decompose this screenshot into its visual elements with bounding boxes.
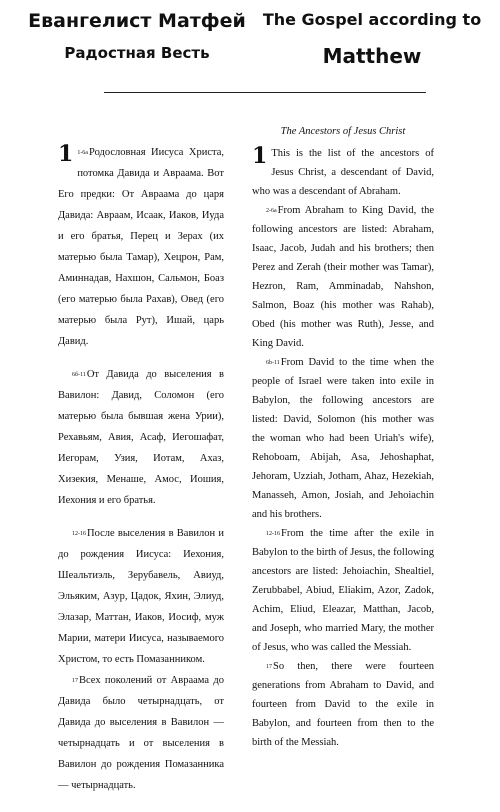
russian-column <box>58 142 224 796</box>
paragraph-text: От Давида до выселения в Вавилон: Давид, Соломон (его матерью была бывшая жена Урии), Рехавьям, Авия, Асаф, Иегошафат, Иегорам, Узия, Иотам, Ахаз, Хизекия, Менаше, Амос, Иошия, Иехония и его братья. <box>58 369 224 506</box>
paragraph-text: From the time after the exile in Babylon to the birth of Jesus, the following ancestors are listed: Jehoiachin, Shealtiel, Zerubbabel, Abiud, Eliakim, Azor, Zadok, Achim, Eliud, Eleazar, Matthan, Jacob, and Joseph, who married Mary, the mother of Jesus, who was called the Messiah. <box>252 528 434 653</box>
paragraph-text: Всех поколений от Авраама до Давида было четырнадцать, от Давида до выселения в Вавилон — четырнадцать и от выселения в Вавилон до рождения Помазанника — четырнадцать. <box>58 675 224 791</box>
english-title: The Gospel according to <box>262 10 482 29</box>
verse-number: 12-16 <box>72 531 86 537</box>
verse-number: 12-16 <box>266 531 280 537</box>
section-heading: The Ancestors of Jesus Christ <box>280 126 406 137</box>
english-subtitle: Matthew <box>322 44 422 68</box>
english-paragraph <box>252 353 434 524</box>
english-paragraph <box>252 144 434 201</box>
paragraph-text: From David to the time when the people of Israel were taken into exile in Babylon, the following ancestors are listed: David, Solomon (his mother was the woman who had been Uriah's wife), Rehoboam, Abijah, Asa, Jehoshaphat, Jehoram, Uzziah, Jotham, Ahaz, Hezekiah, Manasseh, Amon, Josiah, and Jehoiachin and his brothers. <box>252 357 434 520</box>
english-column <box>252 124 434 752</box>
russian-paragraph <box>58 523 224 670</box>
verse-number: 1-6а <box>77 150 88 156</box>
english-paragraph <box>252 657 434 752</box>
english-paragraph <box>252 201 434 353</box>
paragraph-text: So then, there were fourteen generations from Abraham to David, and fourteen from David to the exile in Babylon, and fourteen from then to the birth of the Messiah. <box>252 661 434 748</box>
russian-paragraph <box>58 142 224 352</box>
verse-number: 2-6a <box>266 208 277 214</box>
header-divider <box>104 92 426 93</box>
paragraph-text: После выселения в Вавилон и до рождения Иисуса: Иехония, Шеальтиэль, Зерубавель, Авиуд, Эльяким, Азур, Цадок, Яхин, Элиуд, Элазар, Маттан, Иаков, Иосиф, муж Марии, матери Иисуса, называемого Христом, то есть Помазанником. <box>58 528 224 665</box>
russian-subtitle: Радостная Весть <box>64 44 210 62</box>
paragraph-text: This is the list of the ancestors of Jesus Christ, a descendant of David, who was a descendant of Abraham. <box>252 148 434 197</box>
english-paragraph <box>252 524 434 657</box>
chapter-number: 1 <box>252 143 268 169</box>
verse-number: 6b-11 <box>266 360 280 366</box>
paragraph-text: Родословная Иисуса Христа, потомка Давида и Авраама. Вот Его предки: От Авраама до царя Давида: Авраам, Исаак, Иаков, Иуда и его братья, Перец и Зерах (их матерью была Тамар), Хецрон, Рам, Аминнадав, Нахшон, Сальмон, Боаз (его матерью была Рахав), Овед (его матерью была Рут), Ишай, царь Давид. <box>58 147 224 347</box>
verse-number: 17 <box>72 678 78 684</box>
paragraph-text: From Abraham to King David, the following ancestors are listed: Abraham, Isaac, Jacob, Judah and his brothers; then Perez and Zerah (their mother was Tamar), Hezron, Ram, Amminadab, Nahshon, Salmon, Boaz (his mother was Rahab), Obed (his mother was Ruth), Jesse, and King David. <box>252 205 434 349</box>
russian-title: Евангелист Матфей <box>28 10 246 32</box>
russian-paragraph <box>58 670 224 796</box>
russian-paragraph <box>58 364 224 511</box>
verse-number: 6б-11 <box>72 372 86 378</box>
chapter-number: 1 <box>58 141 74 167</box>
verse-number: 17 <box>266 664 272 670</box>
